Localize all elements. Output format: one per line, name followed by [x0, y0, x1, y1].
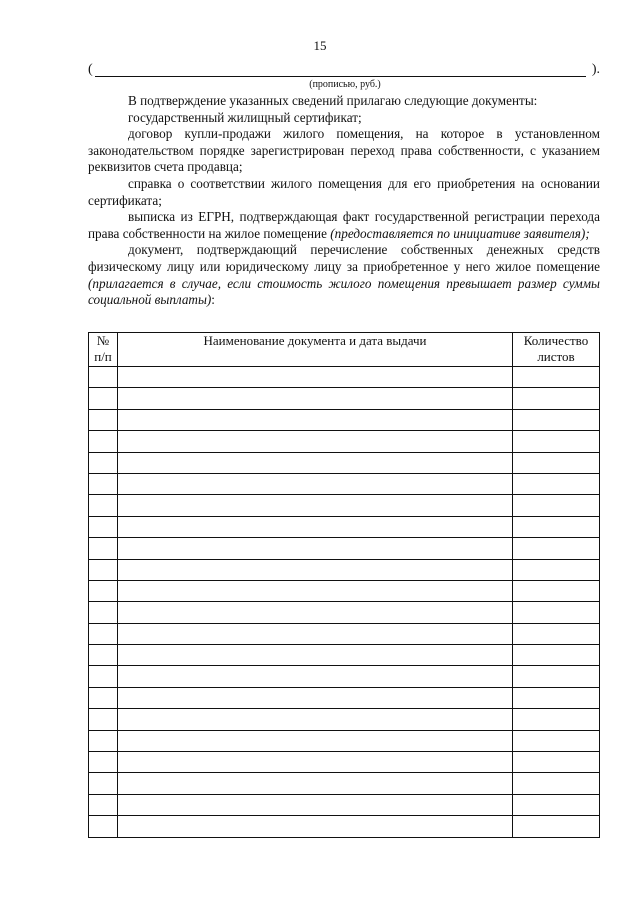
cell-sheet-count[interactable]	[513, 623, 600, 644]
item-compliance-certificate	[88, 176, 600, 209]
cell-document-name[interactable]	[118, 473, 513, 494]
column-header-sheets-line2: листов	[537, 349, 575, 364]
cell-document-name[interactable]	[118, 580, 513, 601]
paragraph-text: государственный жилищный сертификат;	[128, 109, 362, 125]
paragraph-text: договор купли-продажи жилого помещения, на которое в установленном законодательством порядке зарегистрирован переход права собственности, с указанием реквизитов счета продавца;	[88, 126, 600, 175]
table-row	[89, 559, 600, 580]
cell-document-name[interactable]	[118, 730, 513, 751]
cell-sheet-count[interactable]	[513, 431, 600, 452]
table-row	[89, 730, 600, 751]
cell-document-name[interactable]	[118, 794, 513, 815]
table-row	[89, 623, 600, 644]
cell-number[interactable]	[89, 473, 118, 494]
table-row	[89, 538, 600, 559]
cell-number[interactable]	[89, 730, 118, 751]
cell-number[interactable]	[89, 409, 118, 430]
cell-sheet-count[interactable]	[513, 388, 600, 409]
item-payment-document	[88, 242, 600, 308]
cell-document-name[interactable]	[118, 602, 513, 623]
amount-close-paren: ).	[591, 62, 600, 77]
cell-document-name[interactable]	[118, 538, 513, 559]
cell-sheet-count[interactable]	[513, 709, 600, 730]
column-header-document-name: Наименование документа и дата выдачи	[118, 333, 513, 367]
documents-table	[88, 332, 600, 838]
table-row	[89, 773, 600, 794]
table-row	[89, 752, 600, 773]
table-row	[89, 495, 600, 516]
cell-document-name[interactable]	[118, 495, 513, 516]
paragraph-note: (прилагается в случае, если стоимость жилого помещения превышает размер суммы социальной выплаты)	[88, 275, 600, 308]
table-row	[89, 431, 600, 452]
cell-number[interactable]	[89, 602, 118, 623]
table-row	[89, 388, 600, 409]
paragraph-text: документ, подтверждающий перечисление собственных денежных средств физическому лицу или юридическому лицу за приобретенное у него жилое помещение	[88, 242, 600, 274]
cell-document-name[interactable]	[118, 816, 513, 837]
cell-document-name[interactable]	[118, 452, 513, 473]
cell-number[interactable]	[89, 794, 118, 815]
cell-number[interactable]	[89, 367, 118, 388]
cell-document-name[interactable]	[118, 666, 513, 687]
cell-sheet-count[interactable]	[513, 580, 600, 601]
table-body	[89, 367, 600, 838]
cell-document-name[interactable]	[118, 773, 513, 794]
cell-number[interactable]	[89, 666, 118, 687]
cell-document-name[interactable]	[118, 409, 513, 430]
cell-sheet-count[interactable]	[513, 409, 600, 430]
cell-document-name[interactable]	[118, 687, 513, 708]
column-header-number-line2: п/п	[94, 349, 112, 364]
cell-number[interactable]	[89, 687, 118, 708]
cell-sheet-count[interactable]	[513, 752, 600, 773]
table-row	[89, 580, 600, 601]
table-row	[89, 666, 600, 687]
cell-number[interactable]	[89, 559, 118, 580]
table-header-row	[89, 333, 600, 367]
cell-sheet-count[interactable]	[513, 730, 600, 751]
cell-sheet-count[interactable]	[513, 687, 600, 708]
cell-number[interactable]	[89, 388, 118, 409]
table-row	[89, 473, 600, 494]
amount-open-paren: (	[88, 62, 93, 77]
column-header-number	[89, 333, 118, 367]
cell-sheet-count[interactable]	[513, 473, 600, 494]
cell-document-name[interactable]	[118, 709, 513, 730]
table-row	[89, 516, 600, 537]
cell-document-name[interactable]	[118, 367, 513, 388]
cell-sheet-count[interactable]	[513, 516, 600, 537]
cell-number[interactable]	[89, 580, 118, 601]
cell-document-name[interactable]	[118, 623, 513, 644]
cell-sheet-count[interactable]	[513, 495, 600, 516]
cell-sheet-count[interactable]	[513, 816, 600, 837]
item-egrn-extract	[88, 209, 600, 242]
cell-sheet-count[interactable]	[513, 645, 600, 666]
documents-list	[88, 93, 600, 309]
cell-number[interactable]	[89, 452, 118, 473]
cell-document-name[interactable]	[118, 431, 513, 452]
cell-sheet-count[interactable]	[513, 367, 600, 388]
cell-sheet-count[interactable]	[513, 452, 600, 473]
cell-document-name[interactable]	[118, 645, 513, 666]
amount-input-rule	[95, 76, 586, 77]
cell-number[interactable]	[89, 431, 118, 452]
paragraph-tail: :	[211, 292, 215, 308]
cell-sheet-count[interactable]	[513, 602, 600, 623]
cell-document-name[interactable]	[118, 559, 513, 580]
cell-document-name[interactable]	[118, 516, 513, 537]
cell-number[interactable]	[89, 709, 118, 730]
cell-sheet-count[interactable]	[513, 794, 600, 815]
cell-sheet-count[interactable]	[513, 666, 600, 687]
table-row	[89, 367, 600, 388]
cell-sheet-count[interactable]	[513, 538, 600, 559]
intro-paragraph	[88, 93, 600, 110]
column-header-number-line1: №	[96, 333, 110, 348]
paragraph-text: выписка из ЕГРН, подтверждающая факт государственной регистрации перехода права собственности на жилое помещение	[88, 209, 600, 241]
cell-number[interactable]	[89, 773, 118, 794]
paragraph-text: справка о соответствии жилого помещения для его приобретения на основании сертификата;	[88, 175, 600, 208]
cell-sheet-count[interactable]	[513, 773, 600, 794]
cell-sheet-count[interactable]	[513, 559, 600, 580]
cell-number[interactable]	[89, 538, 118, 559]
amount-caption: (прописью, руб.)	[309, 79, 381, 90]
cell-document-name[interactable]	[118, 752, 513, 773]
table-row	[89, 709, 600, 730]
cell-document-name[interactable]	[118, 388, 513, 409]
table-row	[89, 452, 600, 473]
page-number: 15	[313, 38, 327, 53]
table-row	[89, 409, 600, 430]
column-header-sheets-line1: Количество	[523, 333, 589, 348]
cell-number[interactable]	[89, 752, 118, 773]
cell-number[interactable]	[89, 645, 118, 666]
table-row	[89, 687, 600, 708]
table-row	[89, 794, 600, 815]
column-header-sheet-count	[513, 333, 600, 367]
amount-in-words-line	[88, 62, 600, 78]
cell-number[interactable]	[89, 495, 118, 516]
paragraph-note: (предоставляется по инициативе заявителя);	[330, 225, 590, 241]
paragraph-text: В подтверждение указанных сведений прилагаю следующие документы:	[128, 93, 538, 108]
item-housing-certificate	[88, 110, 600, 127]
table-row	[89, 602, 600, 623]
item-purchase-contract	[88, 126, 600, 176]
cell-number[interactable]	[89, 623, 118, 644]
cell-number[interactable]	[89, 816, 118, 837]
table-row	[89, 816, 600, 837]
cell-number[interactable]	[89, 516, 118, 537]
table-row	[89, 645, 600, 666]
